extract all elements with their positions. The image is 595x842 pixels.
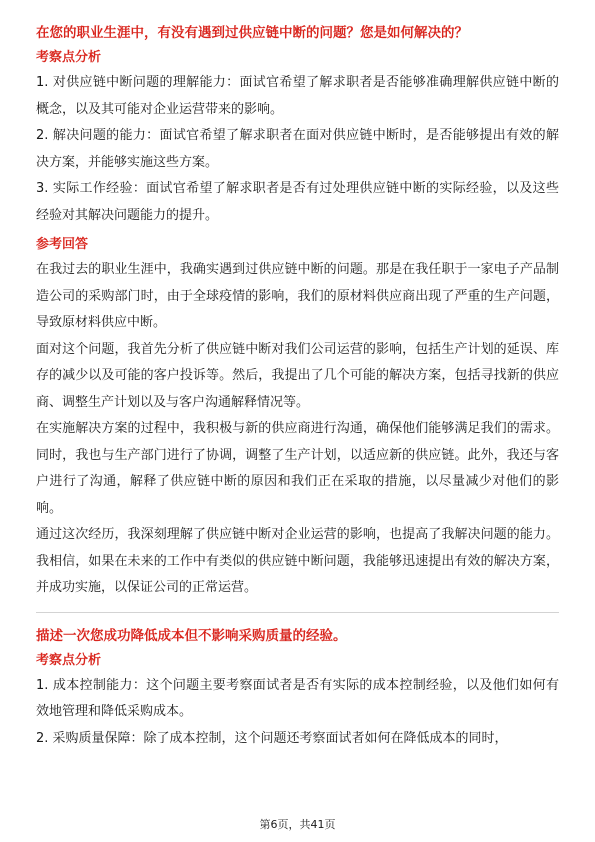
q1-answer-paragraph-1: 在我过去的职业生涯中，我确实遇到过供应链中断的问题。那是在我任职于一家电子产品制造公司的采购部门时，由于全球疫情的影响，我们的原材料供应商出现了严重的生产问题，导致原材料供应中断。 bbox=[36, 262, 559, 330]
q2-analysis-item-2: 2. 采购质量保障：除了成本控制，这个问题还考察面试者如何在降低成本的同时， bbox=[36, 730, 508, 746]
q1-analysis-item-3: 3. 实际工作经验：面试官希望了解求职者是否有过处理供应链中断的实际经验，以及这些经验对其解决问题能力的提升。 bbox=[36, 181, 559, 223]
q2-analysis-item-1: 1. 成本控制能力：这个问题主要考察面试者是否有实际的成本控制经验，以及他们如何有效地管理和降低采购成本。 bbox=[36, 677, 559, 719]
q2-analysis-heading: 考察点分析 bbox=[36, 652, 102, 668]
q1-analysis-item-1: 1. 对供应链中断问题的理解能力：面试官希望了解求职者是否能够准确理解供应链中断的概念，以及其可能对企业运营带来的影响。 bbox=[36, 75, 559, 117]
page-content bbox=[36, 22, 559, 752]
q1-answer-paragraph-3: 在实施解决方案的过程中，我积极与新的供应商进行沟通，确保他们能够满足我们的需求。同时，我也与生产部门进行了协调，调整了生产计划，以适应新的供应链。此外，我还与客户进行了沟通，解释了供应链中断的原因和我们正在采取的措施，以尽量减少对他们的影响。 bbox=[36, 421, 559, 516]
question-2-title: 描述一次您成功降低成本但不影响采购质量的经验。 bbox=[36, 627, 347, 644]
page-number-footer: 第6页，共41页 bbox=[259, 818, 336, 831]
q1-answer-heading: 参考回答 bbox=[36, 237, 89, 252]
q1-answer-paragraph-4: 通过这次经历，我深刻理解了供应链中断对企业运营的影响，也提高了我解决问题的能力。我相信，如果在未来的工作中有类似的供应链中断问题，我能够迅速提出有效的解决方案，并成功实施，以保证公司的正常运营。 bbox=[36, 527, 559, 595]
section-divider bbox=[36, 612, 559, 613]
q1-analysis-item-2: 2. 解决问题的能力：面试官希望了解求职者在面对供应链中断时，是否能够提出有效的解决方案，并能够实施这些方案。 bbox=[36, 128, 559, 170]
q1-answer-paragraph-2: 面对这个问题，我首先分析了供应链中断对我们公司运营的影响，包括生产计划的延误、库存的减少以及可能的客户投诉等。然后，我提出了几个可能的解决方案，包括寻找新的供应商、调整生产计划以及与客户沟通解释情况等。 bbox=[36, 341, 559, 410]
question-1-title: 在您的职业生涯中，有没有遇到过供应链中断的问题？您是如何解决的？ bbox=[36, 25, 468, 41]
q1-analysis-heading: 考察点分析 bbox=[36, 50, 102, 65]
